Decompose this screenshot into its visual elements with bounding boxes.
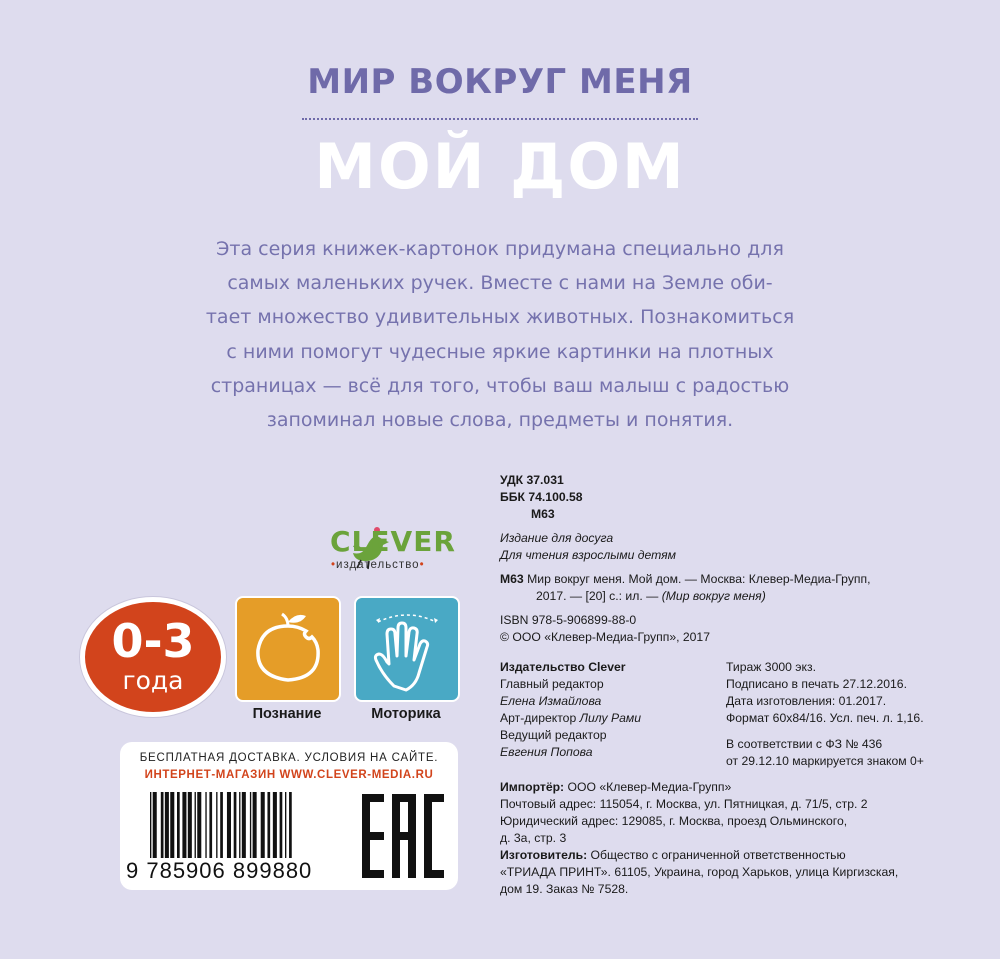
manufacturer-line3: дом 19. Заказ № 7528. [500, 882, 629, 896]
series-title: МИР ВОКРУГ МЕНЯ [307, 62, 693, 102]
copyright: © ООО «Клевер-Медиа-Групп», 2017 [500, 630, 710, 644]
chief-editor-label: Главный редактор [500, 677, 604, 691]
dotted-divider [302, 118, 698, 120]
age-range: 0-3 [111, 614, 195, 668]
eac-mark-icon [360, 794, 446, 878]
lead-editor-label: Ведущий редактор [500, 728, 607, 742]
barcode-number: 9 785906 899880 [126, 858, 362, 884]
publisher-name: Издательство Clever [500, 660, 626, 674]
publisher-logo-sub: •издательство• [331, 559, 425, 571]
author-mark: М63 [531, 507, 555, 521]
law-note-line1: В соответствии с ФЗ № 436 [726, 737, 883, 751]
manufacturer-line1: Общество с ограниченной ответственностью [587, 848, 846, 862]
signed-to-print: Подписано в печать 27.12.2016. [726, 677, 907, 691]
online-shop-link: ИНТЕРНЕТ-МАГАЗИН WWW.CLEVER-MEDIA.RU [144, 769, 434, 781]
importer [500, 779, 731, 796]
lead-editor-name: Евгения Попова [500, 745, 593, 759]
print-format: Формат 60х84/16. Усл. печ. л. 1,16. [726, 711, 924, 725]
biblio-text-2: 2017. — [20] с.: ил. — [536, 589, 662, 603]
legal-address-line2: д. 3а, стр. 3 [500, 831, 567, 845]
description-line: самых маленьких ручек. Вместе с нами на Земле оби- [227, 272, 773, 295]
importer-label: Импортёр: [500, 780, 565, 794]
chief-editor-name: Елена Измайлова [500, 694, 602, 708]
udk-code: УДК 37.031 [500, 473, 564, 487]
publisher-logo-word: CLEVER [330, 525, 456, 558]
print-run: Тираж 3000 экз. [726, 660, 816, 674]
book-title: МОЙ ДОМ [314, 130, 686, 203]
edition-audience: Для чтения взрослыми детям [500, 548, 676, 562]
art-director-name: Лилу Рами [579, 711, 642, 725]
law-note-line2: от 29.12.10 маркируется знаком 0+ [726, 754, 924, 768]
age-badge [80, 597, 226, 717]
isbn: ISBN 978-5-906899-88-0 [500, 613, 637, 627]
skill-label-motor: Моторика [371, 706, 441, 722]
description-line: с ними помогут чудесные яркие картинки на плотных [226, 340, 774, 363]
free-delivery-note: БЕСПЛАТНАЯ ДОСТАВКА. УСЛОВИЯ НА САЙТЕ. [139, 752, 439, 764]
publisher-logo-sub-text: издательство [336, 559, 420, 571]
skill-label-cognition: Познание [252, 706, 322, 722]
biblio-record-line2 [536, 588, 766, 605]
barcode-card [120, 742, 458, 890]
biblio-record-line1 [500, 571, 871, 588]
biblio-series: (Мир вокруг меня) [661, 589, 766, 603]
postal-address: Почтовый адрес: 115054, г. Москва, ул. Пятницкая, д. 71/5, стр. 2 [500, 797, 868, 811]
orange-icon [237, 598, 339, 700]
biblio-code: М63 [500, 572, 524, 586]
description-line: Эта серия книжек-картонок придумана специально для [216, 238, 784, 260]
age-unit: года [122, 666, 184, 695]
manufacturer-label: Изготовитель: [500, 848, 588, 862]
bbk-code: ББК 74.100.58 [500, 490, 583, 504]
description-line: запоминал новые слова, предметы и понятия. [266, 409, 734, 432]
manufacturer-line2: «ТРИАДА ПРИНТ». 61105, Украина, город Харьков, улица Киргизская, [500, 865, 899, 879]
description-line: страницах — всё для того, чтобы ваш малыш с радостью [210, 374, 790, 397]
series-description [140, 232, 860, 437]
art-director [500, 710, 641, 727]
hand-icon [356, 598, 458, 700]
skill-tile-motor [354, 596, 460, 702]
edition-type: Издание для досуга [500, 531, 614, 545]
manufacturer [500, 847, 846, 864]
biblio-text-1: Мир вокруг меня. Мой дом. — Москва: Клевер-Медиа-Групп, [527, 572, 871, 586]
skill-tile-cognition [235, 596, 341, 702]
art-director-label: Арт-директор [500, 711, 580, 725]
legal-address-line1: Юридический адрес: 129085, г. Москва, проезд Ольминского, [500, 814, 848, 828]
importer-value: ООО «Клевер-Медиа-Групп» [564, 780, 732, 794]
manufacture-date: Дата изготовления: 01.2017. [726, 694, 887, 708]
description-line: тает множество удивительных животных. Познакомиться [205, 306, 795, 329]
